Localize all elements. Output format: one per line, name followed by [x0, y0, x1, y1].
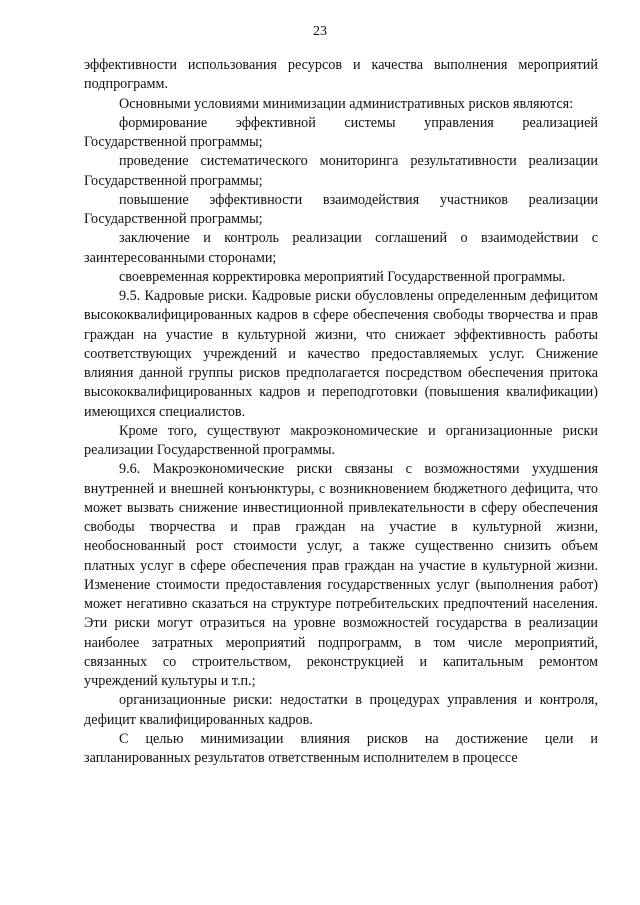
paragraph: Основными условиями минимизации административных рисков являются: — [119, 95, 574, 112]
paragraph: 9.6. Макроэкономические риски связаны с возможностями ухудшения внутренней и внешней конъюнктуры, с возникновением бюджетного дефицита, что может вызвать снижение инвестиционной привлекательности в сферу обеспечения свободы творчества и прав граждан на участие в культурной жизни, необоснованный рост стоимости услуг, а также существенно снизить объем платных услуг в сфере обеспечения прав граждан на участие в культурной жизни. Изменение стоимости предоставления государственных услуг (выполнения работ) может негативно сказаться на структуре потребительских предпочтений населения. Эти риски могут отразиться на уровне возможностей государства в реализации наиболее затратных мероприятий подпрограмм, в том числе мероприятий, связанных со строительством, реконструкцией и капитальным ремонтом учреждений культуры и т.п.; — [84, 461, 598, 689]
paragraph: заключение и контроль реализации соглашений о взаимодействии с заинтересованными сторонами; — [84, 230, 598, 266]
document-body — [84, 56, 598, 768]
paragraph: 9.5. Кадровые риски. Кадровые риски обусловлены определенным дефицитом высококвалифицированных кадров в сфере обеспечения свободы творчества и прав граждан на участие в культурной жизни, что снижает эффективность работы соответствующих учреждений и качество предоставляемых услуг. Снижение влияния данной группы рисков предполагается посредством обеспечения притока высококвалифицированных кадров и переподготовки (повышения квалификации) имеющихся специалистов. — [84, 288, 598, 420]
paragraph: организационные риски: недостатки в процедурах управления и контроля, дефицит квалифицированных кадров. — [84, 692, 598, 728]
paragraph: своевременная корректировка мероприятий Государственной программы. — [119, 268, 566, 285]
paragraph: эффективности использования ресурсов и качества выполнения мероприятий подпрограмм. — [84, 57, 598, 93]
paragraph: формирование эффективной системы управления реализацией Государственной программы; — [84, 114, 598, 150]
paragraph: проведение систематического мониторинга результативности реализации Государственной программы; — [84, 153, 598, 189]
paragraph: Кроме того, существуют макроэкономические и организационные риски реализации Государственной программы. — [84, 422, 598, 458]
paragraph: повышение эффективности взаимодействия участников реализации Государственной программы; — [84, 191, 598, 227]
paragraph: С целью минимизации влияния рисков на достижение цели и запланированных результатов ответственным исполнителем в процессе — [84, 730, 598, 766]
page-number: 23 — [313, 24, 327, 39]
